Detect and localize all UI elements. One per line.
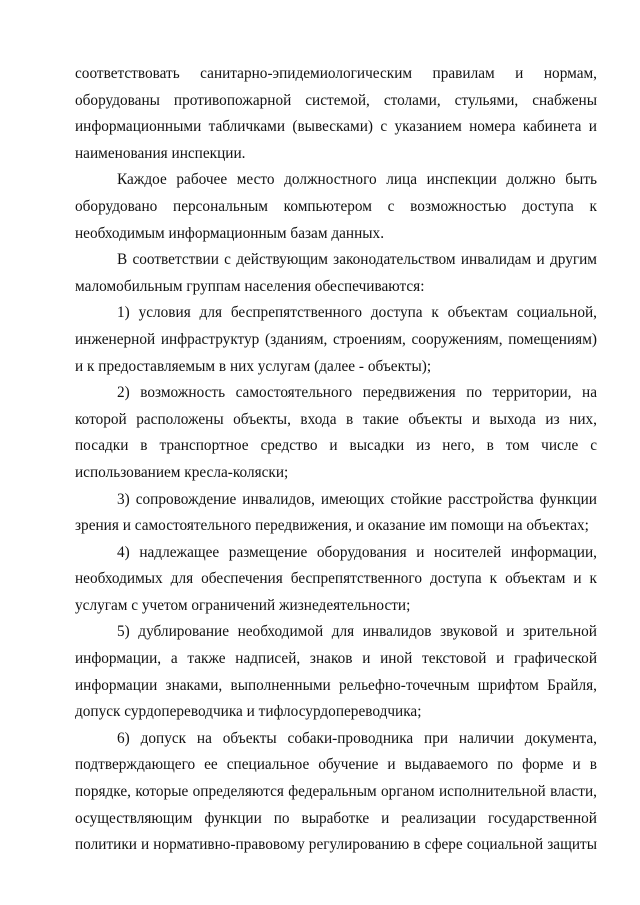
list-item-3: 3) сопровождение инвалидов, имеющих стойкие расстройства функции зрения и самостоятельного передвижения, и оказание им помощи на объектах; [75, 490, 597, 535]
list-item-2: 2) возможность самостоятельного передвижения по территории, на которой расположены объекты, входа в такие объекты и выхода из них, посадки в транспортное средство и высадки из него, в том числе с использованием кресла-коляски; [75, 384, 597, 481]
list-item-6: 6) допуск на объекты собаки-проводника при наличии документа, подтверждающего ее специальное обучение и выдаваемого по форме и в порядке, которые определяются федеральным органом исполнительной власти, осуществляющим функции по выработке и реализации государственной политики и нормативно-правовому регулированию в сфере социальной защиты [75, 729, 597, 854]
paragraph-workplace: Каждое рабочее место должностного лица инспекции должно быть оборудовано персональным компьютером с возможностью доступа к необходимым информационным базам данных. [75, 171, 597, 242]
paragraph-continuation: соответствовать санитарно-эпидемиологическим правилам и нормам, оборудованы противопожарной системой, столами, стульями, снабжены информационными табличками (вывесками) с указанием номера кабинета и наименования инспекции. [75, 65, 597, 162]
list-item-1: 1) условия для беспрепятственного доступа к объектам социальной, инженерной инфраструктур (зданиям, строениям, сооружениям, помещениям) и к предоставляемым в них услугам (далее - объекты); [75, 304, 597, 375]
paragraph-accessibility-intro: В соответствии с действующим законодательством инвалидам и другим маломобильным группам населения обеспечиваются: [75, 251, 597, 295]
list-item-4: 4) надлежащее размещение оборудования и носителей информации, необходимых для обеспечения беспрепятственного доступа к объектам и к услугам с учетом ограничений жизнедеятельности; [75, 543, 597, 614]
list-item-5: 5) дублирование необходимой для инвалидов звуковой и зрительной информации, а также надписей, знаков и иной текстовой и графической информации знаками, выполненными рельефно-точечным шрифтом Брайля, допуск сурдопереводчика и тифлосурдопереводчика; [75, 623, 597, 721]
document-page [75, 61, 597, 859]
